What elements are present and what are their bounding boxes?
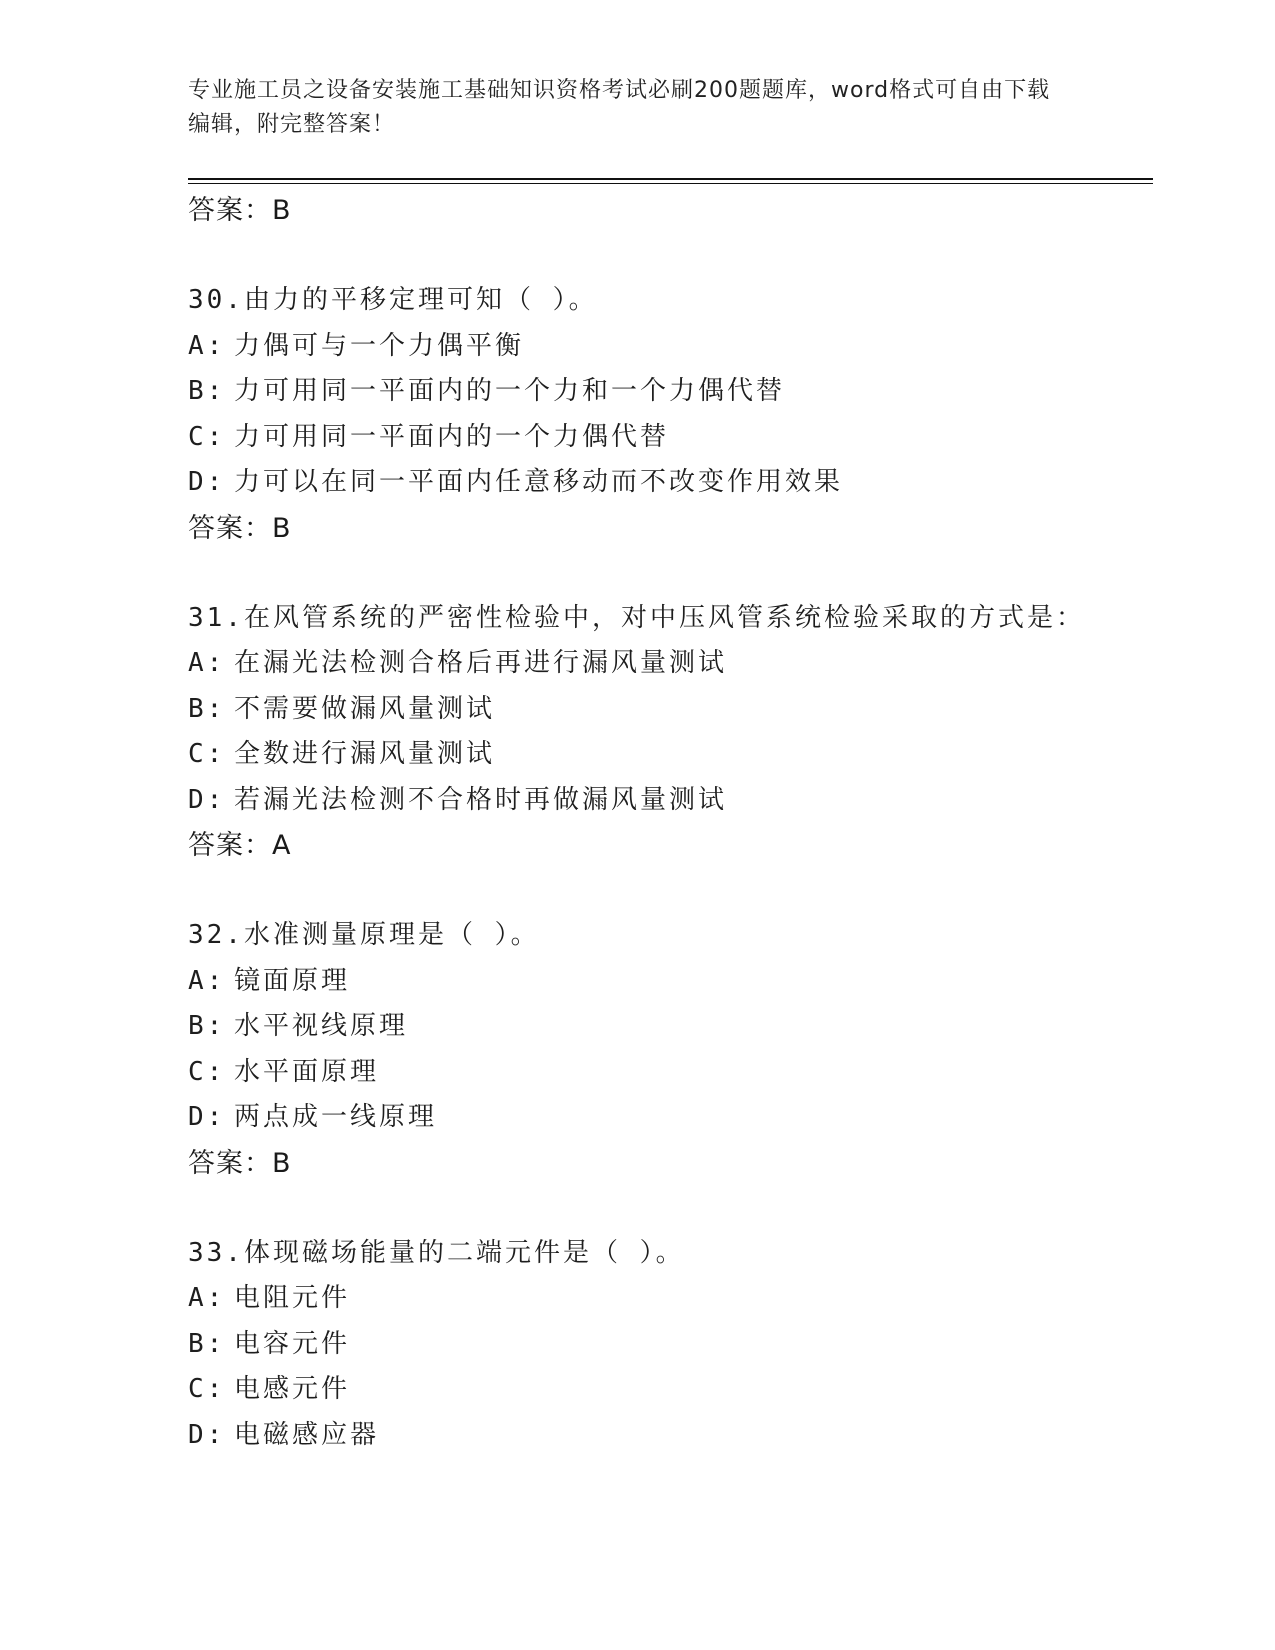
spacer bbox=[188, 1187, 1153, 1231]
question-stem bbox=[188, 1231, 1153, 1277]
question-stem bbox=[188, 913, 1153, 959]
option-c bbox=[188, 1050, 1153, 1096]
option-a bbox=[188, 959, 1153, 1005]
option-b bbox=[188, 1322, 1153, 1368]
option-text: 在漏光法检测合格后再进行漏风量测试 bbox=[234, 648, 728, 678]
spacer bbox=[188, 234, 1153, 278]
option-d bbox=[188, 778, 1153, 824]
answer-line bbox=[188, 188, 1153, 234]
answer-prefix: 答案： bbox=[188, 512, 272, 544]
option-text: 若漏光法检测不合格时再做漏风量测试 bbox=[234, 784, 728, 815]
question-text: 体现磁场能量的二端元件是（ ）。 bbox=[243, 1237, 685, 1268]
option-text: 两点成一线原理 bbox=[234, 1102, 438, 1132]
question-number: 30. bbox=[188, 285, 244, 315]
answer-prefix: 答案： bbox=[188, 195, 272, 226]
option-a bbox=[188, 641, 1153, 687]
option-key: B: bbox=[188, 693, 226, 724]
option-text: 力偶可与一个力偶平衡 bbox=[234, 330, 525, 361]
answer-value: B bbox=[272, 195, 292, 226]
question-number: 32. bbox=[188, 920, 244, 950]
option-text: 镜面原理 bbox=[234, 965, 351, 996]
option-c bbox=[188, 415, 1153, 461]
option-c bbox=[188, 732, 1153, 778]
option-key: A: bbox=[188, 1283, 226, 1313]
answer-value: B bbox=[272, 512, 292, 544]
answer-prefix: 答案： bbox=[188, 1147, 272, 1179]
option-text: 力可以在同一平面内任意移动而不改变作用效果 bbox=[234, 467, 844, 497]
question-stem bbox=[188, 278, 1153, 324]
answer-line bbox=[188, 823, 1153, 869]
option-c bbox=[188, 1367, 1153, 1413]
option-key: B: bbox=[188, 1328, 226, 1359]
option-text: 水平面原理 bbox=[234, 1056, 380, 1087]
option-b bbox=[188, 687, 1153, 733]
spacer bbox=[188, 869, 1153, 913]
option-key: A: bbox=[188, 330, 226, 361]
spacer bbox=[188, 552, 1153, 596]
question-number: 33. bbox=[188, 1237, 244, 1268]
page-header: 专业施工员之设备安装施工基础知识资格考试必刷200题题库，word格式可自由下载编辑，附完整答案！ bbox=[188, 78, 1051, 137]
question-text: 在风管系统的严密性检验中，对中压风管系统检验采取的方式是： bbox=[243, 602, 1085, 633]
answer-line bbox=[188, 506, 1153, 552]
option-key: D: bbox=[188, 1419, 226, 1450]
option-key: B: bbox=[188, 1011, 226, 1041]
header-rule-thin bbox=[188, 183, 1153, 184]
option-key: C: bbox=[188, 1374, 226, 1404]
answer-line bbox=[188, 1141, 1153, 1187]
option-text: 电磁感应器 bbox=[234, 1419, 380, 1450]
question-text: 水准测量原理是（ ）。 bbox=[243, 920, 540, 950]
option-d bbox=[188, 460, 1153, 506]
option-key: D: bbox=[188, 1102, 226, 1132]
option-text: 电阻元件 bbox=[234, 1283, 351, 1313]
option-text: 力可用同一平面内的一个力偶代替 bbox=[234, 421, 670, 452]
option-key: D: bbox=[188, 467, 226, 497]
option-key: D: bbox=[188, 784, 226, 815]
option-key: C: bbox=[188, 739, 226, 769]
answer-prefix: 答案： bbox=[188, 830, 272, 861]
option-a bbox=[188, 1276, 1153, 1322]
option-text: 不需要做漏风量测试 bbox=[234, 693, 496, 724]
option-b bbox=[188, 1004, 1153, 1050]
header-rule-thick bbox=[188, 178, 1153, 180]
question-text: 由力的平移定理可知（ ）。 bbox=[243, 285, 598, 315]
option-text: 电容元件 bbox=[234, 1328, 351, 1359]
option-text: 力可用同一平面内的一个力和一个力偶代替 bbox=[234, 376, 786, 406]
option-d bbox=[188, 1413, 1153, 1459]
option-text: 电感元件 bbox=[234, 1374, 351, 1404]
answer-value: A bbox=[272, 830, 292, 861]
answer-value: B bbox=[272, 1147, 292, 1179]
option-key: A: bbox=[188, 965, 226, 996]
option-text: 水平视线原理 bbox=[234, 1011, 409, 1041]
option-a bbox=[188, 324, 1153, 370]
option-d bbox=[188, 1095, 1153, 1141]
question-list bbox=[188, 188, 1153, 1458]
option-b bbox=[188, 369, 1153, 415]
option-key: B: bbox=[188, 376, 226, 406]
question-stem bbox=[188, 596, 1153, 642]
option-key: C: bbox=[188, 421, 226, 452]
option-text: 全数进行漏风量测试 bbox=[234, 739, 496, 769]
option-key: C: bbox=[188, 1056, 226, 1087]
option-key: A: bbox=[188, 648, 226, 678]
question-number: 31. bbox=[188, 602, 244, 633]
